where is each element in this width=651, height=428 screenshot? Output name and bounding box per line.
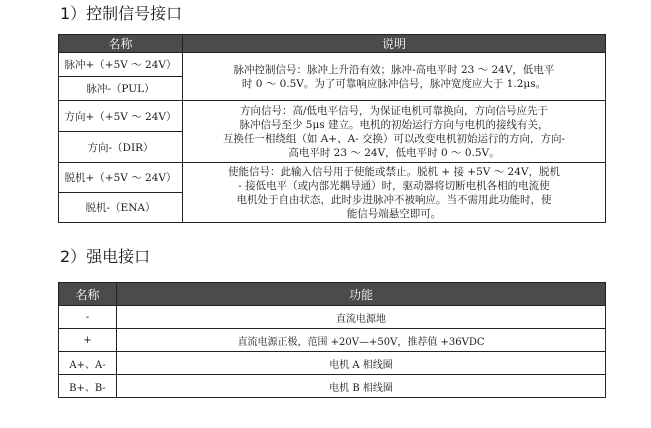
terminal-function: 电机 B 相线圈 [117,375,606,398]
signal-description [183,101,606,163]
description-line: 互换任一相绕组（如 A+、A- 交换）可以改变电机初始运行的方向，方向- [222,132,566,145]
signal-name: 脱机+（+5V ～ 24V） [59,163,183,193]
description-line: 脉冲信号至少 5μs 建立。电机的初始运行方向与电机的接线有关， [239,118,549,131]
signal-name: 方向+（+5V ～ 24V） [59,101,183,132]
terminal-name: B+、B- [59,375,117,398]
description-line: 方向信号：高/低电平信号，为保证电机可靠换向，方向信号应先于 [239,104,549,117]
description-line: 时 0 ～ 0.5V。为了可靠响应脉冲信号，脉冲宽度应大于 1.2μs。 [241,77,547,90]
terminal-function: 直流电源正极，范围 +20V—+50V，推荐值 +36VDC [117,329,606,352]
description-line: 电机处于自由状态，此时步进脉冲不被响应。当不需用此功能时，使 [236,193,552,206]
table-row [59,329,606,352]
column-header-function: 功能 [117,283,606,306]
table-row [59,306,606,329]
description-line: 高电平时 23 ～ 24V，低电平时 0 ～ 0.5V。 [288,146,500,159]
description-line: 脉冲控制信号：脉冲上升沿有效；脉冲-高电平时 23 ～ 24V，低电平 [233,63,555,76]
description-line: - 接低电平（或内部光耦导通）时，驱动器将切断电机各相的电流使 [238,179,550,192]
signal-description [183,53,606,101]
table-row [59,53,606,77]
signal-name: 脱机-（ENA） [59,193,183,223]
column-header-description: 说明 [183,35,606,53]
terminal-function: 电机 A 相线圈 [117,352,606,375]
signal-name: 脉冲+（+5V ～ 24V） [59,53,183,77]
table-row [59,163,606,193]
table-header-row [59,283,606,306]
table-header-row [59,35,606,53]
terminal-name: A+、A- [59,352,117,375]
terminal-name: - [59,306,117,329]
power-interface-table [58,282,606,398]
table-row [59,352,606,375]
terminal-name: + [59,329,117,352]
control-signal-section-title: 1）控制信号接口 [60,4,183,23]
control-signal-table [58,34,606,223]
power-interface-section-title: 2）强电接口 [60,247,151,266]
table-row [59,101,606,132]
signal-description [183,163,606,223]
signal-name: 脉冲-（PUL） [59,77,183,101]
column-header-name: 名称 [59,283,117,306]
terminal-function: 直流电源地 [117,306,606,329]
description-line: 能信号端悬空即可。 [346,207,442,220]
column-header-name: 名称 [59,35,183,53]
description-line: 使能信号：此输入信号用于使能或禁止。脱机 + 接 +5V ～ 24V，脱机 [228,165,560,178]
table-row [59,375,606,398]
signal-name: 方向-（DIR） [59,132,183,163]
